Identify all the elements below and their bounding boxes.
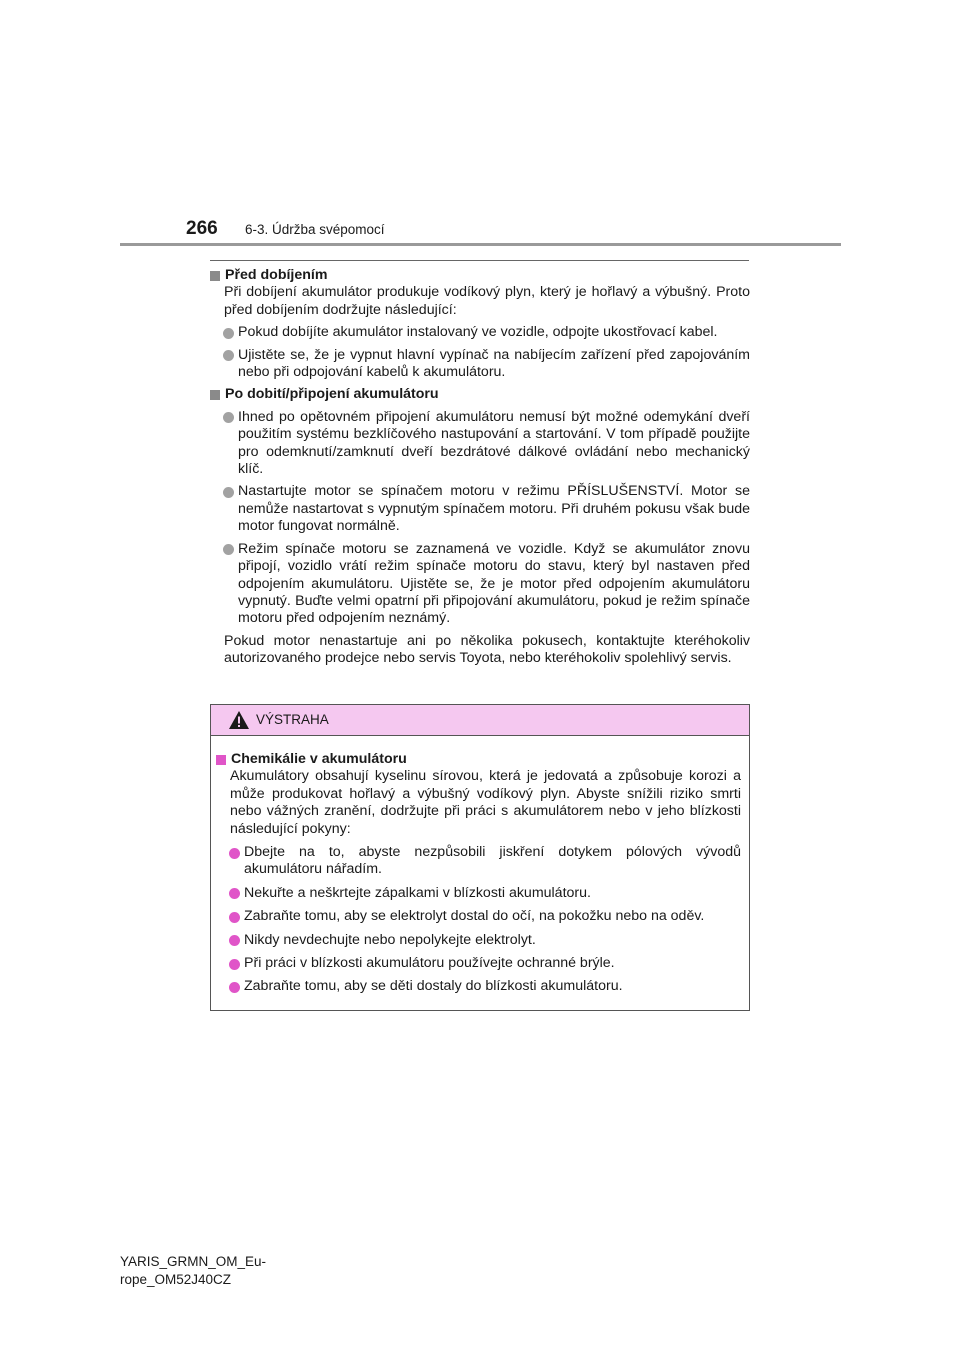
warning-heading [216,751,741,768]
list-item [210,324,750,341]
square-bullet-icon [210,271,220,281]
bullet-dot-icon [223,328,234,339]
bullet-dot-icon [229,982,240,993]
footer-line: rope_OM52J40CZ [120,1272,232,1287]
list-item-text: Pokud dobíjíte akumulátor instalovaný ve vozidle, odpojte ukostřovací kabel. [238,324,718,341]
list-item-text: Ujistěte se, že je vypnut hlavní vypínač na nabíjecím zařízení před zapojováním nebo při odpojování kabelů k akumulátoru. [238,346,750,381]
list-item [216,955,741,972]
list-item-text: Režim spínače motoru se zaznamená ve vozidle. Když se akumulátor znovu připojí, vozidlo vrátí režim spínače motoru do stavu, který byl nastaven před odpojením akumulátoru. Ujistěte se, že je motor před odpojením akumulátoru vypnutý. Buďte velmi opatrní při připojování akumulátoru, pokud je režim spínače motoru před odpojením neznámý. [238,540,750,627]
footer-doc-id [120,1253,266,1289]
list-item [210,347,750,382]
list-item [216,978,741,995]
footer-line: YARIS_GRMN_OM_Eu- [120,1254,267,1269]
section-heading-before-charging [210,267,750,284]
list-item-text: Dbejte na to, abyste nezpůsobili jiskření dotykem pólových vývodů akumulátoru nářadím. [244,844,741,878]
list-item [216,885,741,902]
main-content [210,265,750,668]
bullet-dot-icon [223,350,234,361]
page-number: 266 [186,218,218,239]
warning-box [210,704,750,1011]
bullet-dot-icon [223,412,234,423]
bullet-dot-icon [229,848,240,859]
list-item-text: Ihned po opětovném připojení akumulátoru nemusí být možné odemykání dveří použitím systému bezklíčového nastupování a startování. V tom případě použijte pro odemknutí/zamknutí dveří bezdrátové dálkové ovládání nebo mechanický klíč. [238,408,750,478]
heading-text: Před dobíjením [225,267,328,283]
bullet-dot-icon [223,544,234,555]
list-item-text: Při práci v blízkosti akumulátoru používejte ochranné brýle. [244,955,615,972]
list-item-text: Nekuřte a neškrtejte zápalkami v blízkosti akumulátoru. [244,884,591,901]
warning-triangle-icon [228,710,250,730]
bullet-dot-icon [223,487,234,498]
section-title: 6-3. Údržba svépomocí [245,222,385,237]
warning-label: VÝSTRAHA [256,712,329,727]
list-item [216,908,741,925]
warning-paragraph: Akumulátory obsahují kyselinu sírovou, která je jedovatá a způsobuje korozi a může produkovat hořlavý a výbušný vodíkový plyn. Abyste snížili riziko smrti nebo vážných zranění, dodržujte při práci s akumulátorem nebo v jeho blízkosti následující pokyny: [230,768,741,837]
content-rule [210,260,749,261]
bullet-dot-icon [229,935,240,946]
section-heading-after-charging [210,386,750,403]
list-item [210,483,750,535]
square-bullet-icon [210,390,220,400]
heading-text: Chemikálie v akumulátoru [231,751,407,767]
warning-content [211,736,749,996]
list-item-text: Nastartujte motor se spínačem motoru v režimu PŘÍSLUŠENSTVÍ. Motor se nemůže nastartovat s vypnutým spínačem motoru. Při druhém pokusu však bude motor fungovat normálně. [238,483,750,535]
list-item [210,409,750,479]
list-item [216,844,741,879]
bullet-dot-icon [229,888,240,899]
paragraph-before-charging: Při dobíjení akumulátor produkuje vodíkový plyn, který je hořlavý a výbušný. Proto před dobíjením dodržujte následující: [224,284,750,318]
list-item-text: Nikdy nevdechujte nebo nepolykejte elektrolyt. [244,931,536,948]
square-bullet-icon [216,755,226,765]
heading-text: Po dobití/připojení akumulátoru [225,386,439,403]
bullet-dot-icon [229,959,240,970]
warning-header [211,705,749,736]
header-rule [120,243,841,246]
list-item-text: Zabraňte tomu, aby se elektrolyt dostal do očí, na pokožku nebo na oděv. [244,908,705,925]
bullet-dot-icon [229,912,240,923]
list-item [210,541,750,628]
paragraph-closing: Pokud motor nenastartuje ani po několika pokusech, kontaktujte kteréhokoliv autorizovaného prodejce nebo servis Toyota, nebo kteréhokoliv spolehlivý servis. [224,632,750,667]
list-item [216,932,741,949]
list-item-text: Zabraňte tomu, aby se děti dostaly do blízkosti akumulátoru. [244,978,623,995]
